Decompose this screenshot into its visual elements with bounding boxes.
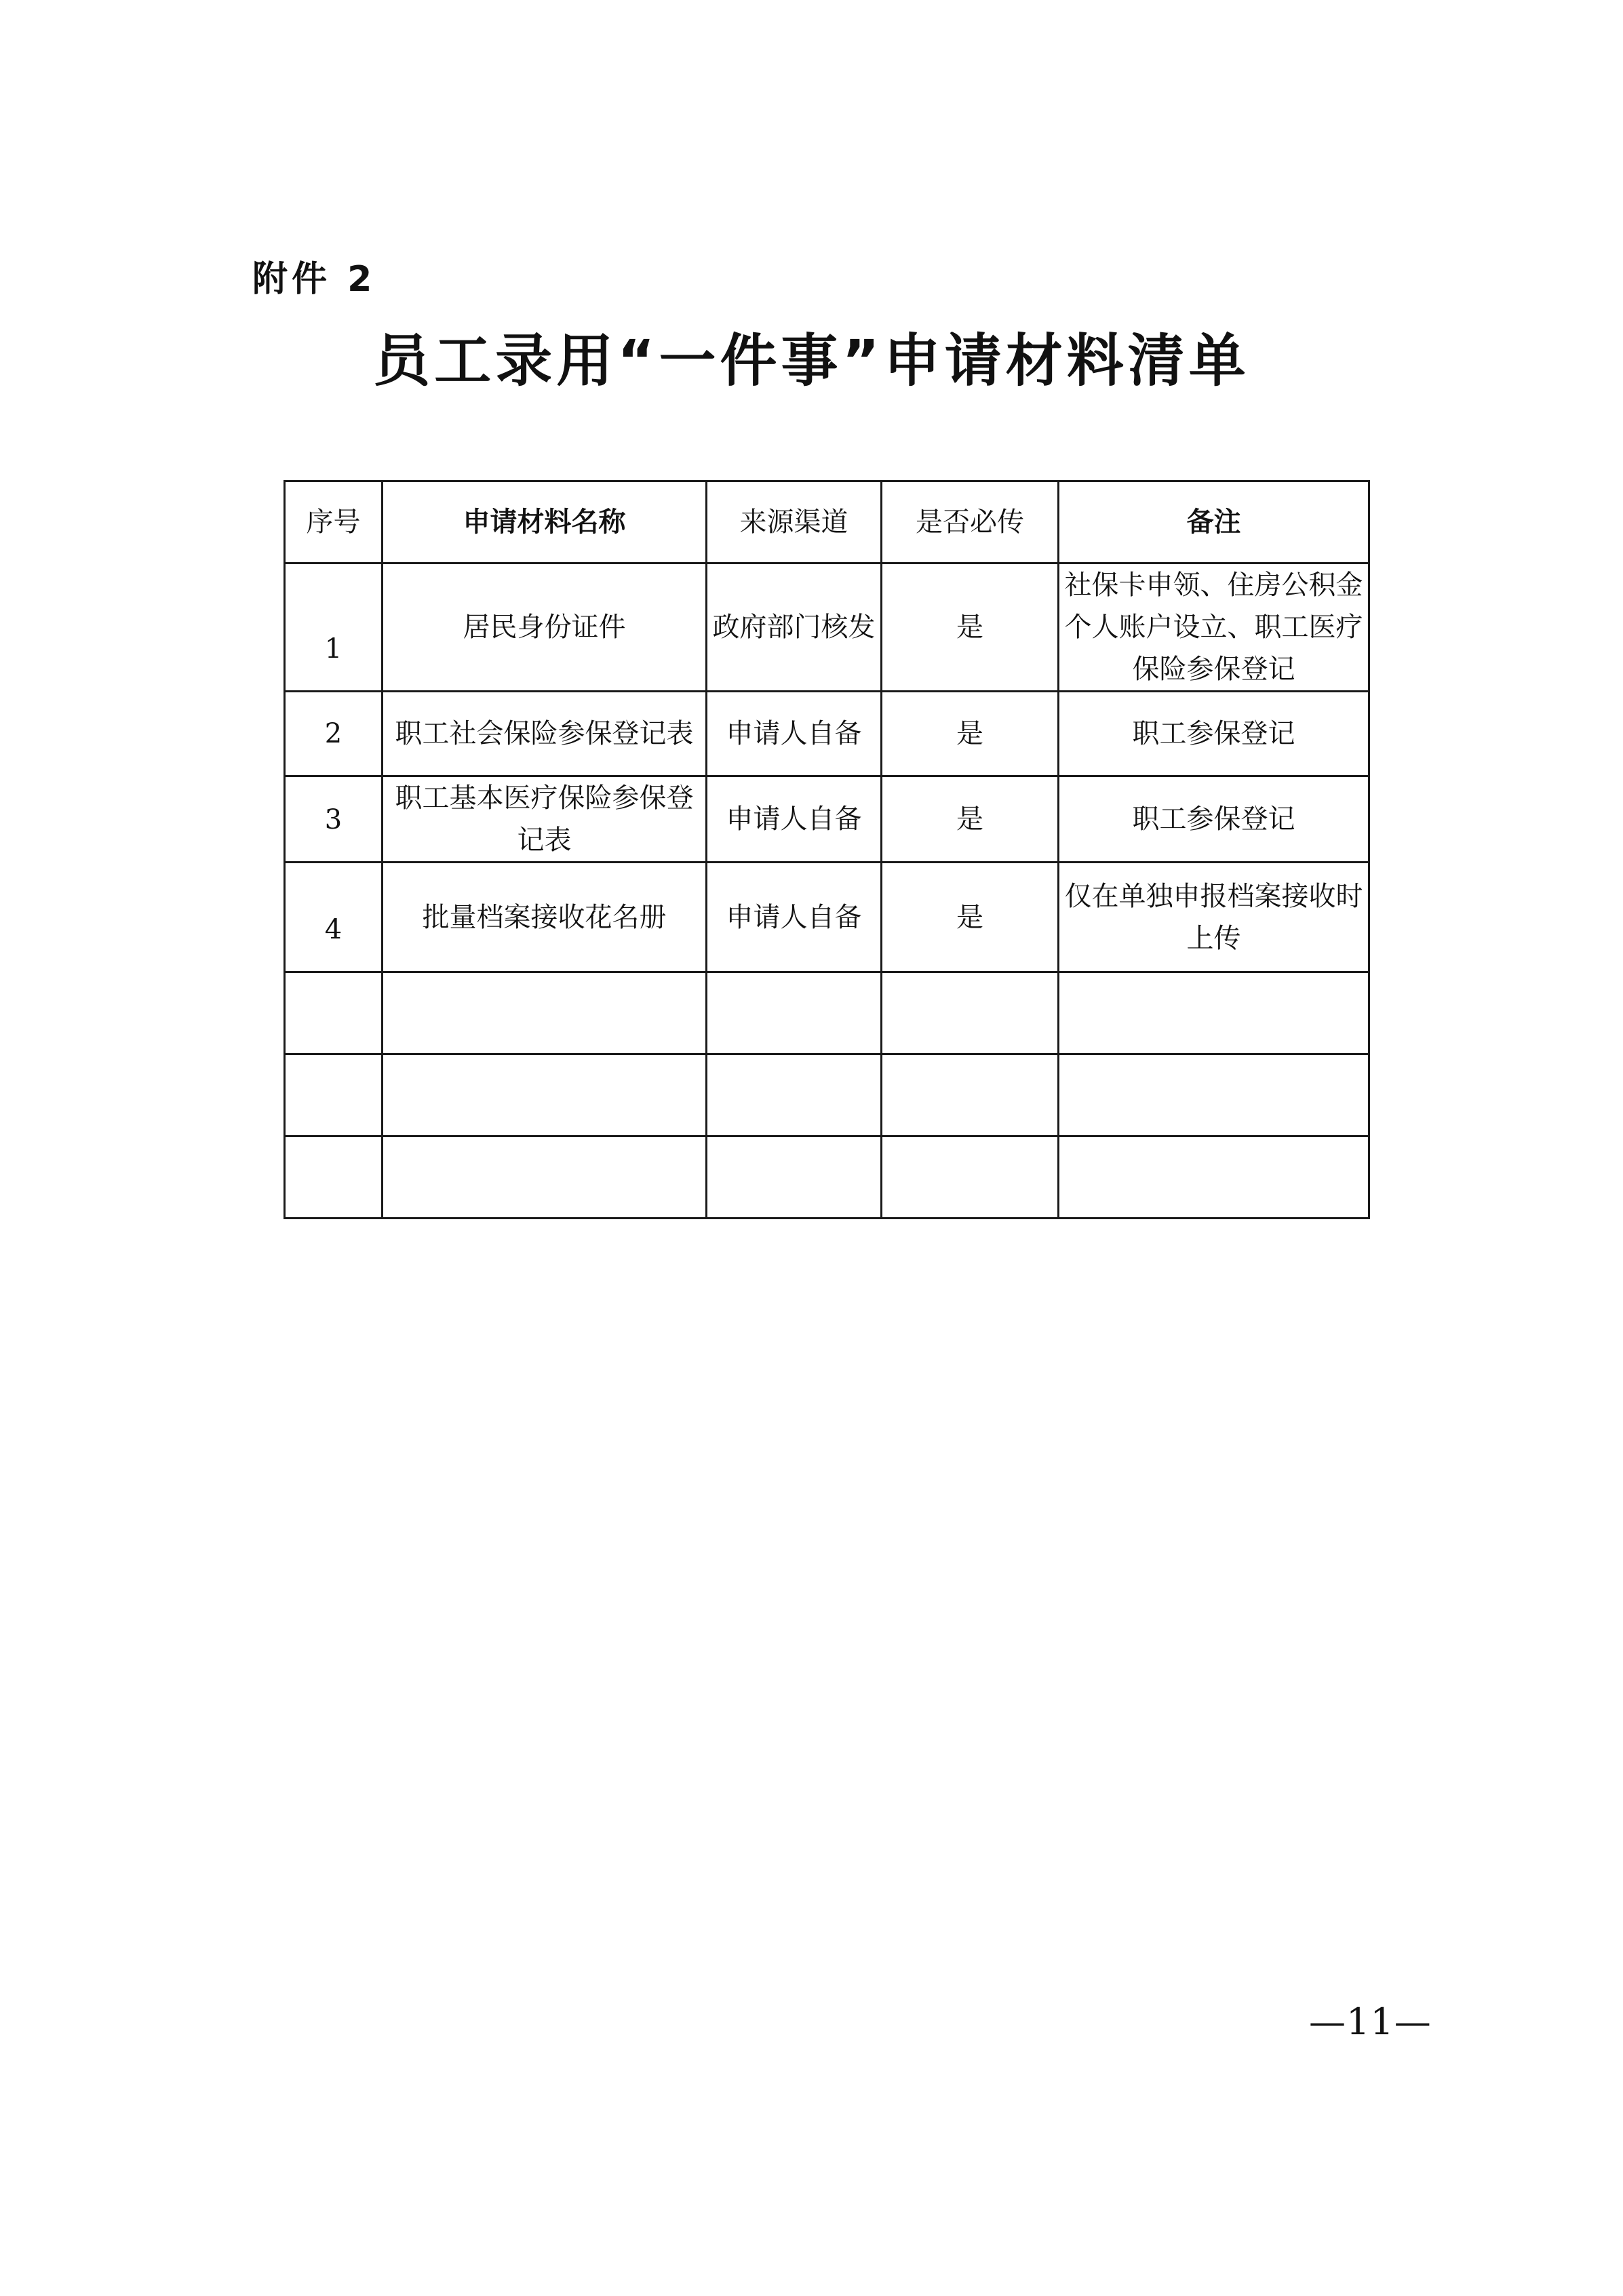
empty-cell (1059, 1054, 1369, 1136)
cell-note: 仅在单独申报档案接收时上传 (1059, 863, 1369, 972)
document-title: 员工录用“一件事”申请材料清单 (373, 328, 1250, 394)
empty-cell (383, 972, 707, 1054)
empty-cell (285, 1054, 383, 1136)
header-note: 备注 (1059, 481, 1369, 563)
empty-cell (1059, 972, 1369, 1054)
page-number: —11— (1309, 2000, 1432, 2043)
cell-required: 是 (882, 692, 1059, 776)
cell-source: 申请人自备 (707, 776, 882, 863)
empty-cell (882, 972, 1059, 1054)
empty-cell (882, 1136, 1059, 1219)
cell-source: 申请人自备 (707, 863, 882, 972)
materials-table (283, 480, 1370, 1219)
empty-cell (707, 972, 882, 1054)
empty-table-row (285, 1136, 1369, 1219)
cell-required: 是 (882, 863, 1059, 972)
table-row (285, 863, 1369, 972)
table-row (285, 776, 1369, 863)
empty-cell (383, 1054, 707, 1136)
cell-required: 是 (882, 563, 1059, 692)
empty-cell (383, 1136, 707, 1219)
header-material-name: 申请材料名称 (383, 481, 707, 563)
table-row (285, 692, 1369, 776)
cell-note: 社保卡申领、住房公积金个人账户设立、职工医疗保险参保登记 (1059, 563, 1369, 692)
cell-material-name: 职工基本医疗保险参保登记表 (383, 776, 707, 863)
table-header-row (285, 481, 1369, 563)
attachment-label: 附件 2 (252, 259, 376, 300)
cell-material-name: 职工社会保险参保登记表 (383, 692, 707, 776)
cell-seq: 1 (285, 563, 383, 692)
empty-cell (707, 1136, 882, 1219)
empty-cell (882, 1054, 1059, 1136)
cell-seq: 2 (285, 692, 383, 776)
cell-seq: 3 (285, 776, 383, 863)
empty-cell (285, 1136, 383, 1219)
cell-note: 职工参保登记 (1059, 692, 1369, 776)
cell-source: 申请人自备 (707, 692, 882, 776)
empty-table-row (285, 972, 1369, 1054)
cell-note: 职工参保登记 (1059, 776, 1369, 863)
header-seq: 序号 (285, 481, 383, 563)
cell-source: 政府部门核发 (707, 563, 882, 692)
cell-material-name: 居民身份证件 (383, 563, 707, 692)
empty-table-row (285, 1054, 1369, 1136)
empty-cell (1059, 1136, 1369, 1219)
cell-required: 是 (882, 776, 1059, 863)
cell-material-name: 批量档案接收花名册 (383, 863, 707, 972)
cell-seq: 4 (285, 863, 383, 972)
header-source: 来源渠道 (707, 481, 882, 563)
header-required: 是否必传 (882, 481, 1059, 563)
table-row (285, 563, 1369, 692)
empty-cell (285, 972, 383, 1054)
empty-cell (707, 1054, 882, 1136)
